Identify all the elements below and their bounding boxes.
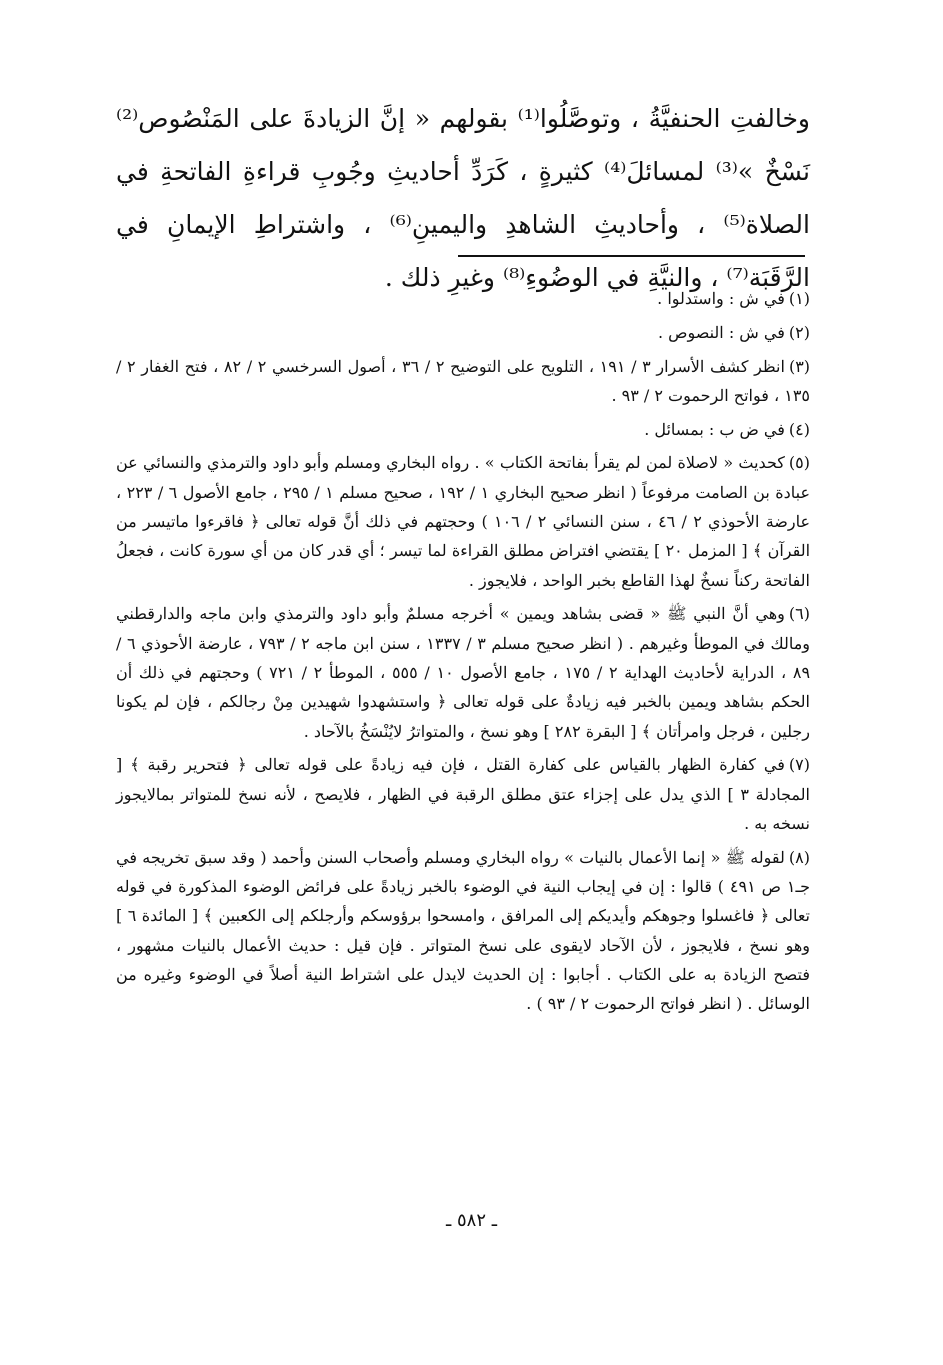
footnote-2 <box>116 318 810 347</box>
footnote-number: (٨) <box>788 847 810 867</box>
footnote-text: في ش : واستدلوا . <box>657 289 785 308</box>
footnote-number: (٦) <box>788 604 810 624</box>
footnote-text: وهي أنَّ النبي ﷺ « قضى بشاهد ويمين » أخرجه مسلمٌ وأبو داود والترمذي وابن ماجه والدارقطني ومالك في الموطأ وغيرهم . ( انظر صحيح مسلم ٣ / ١٣٣٧ ، سنن ابن ماجه ٢ / ٧٩٣ ، عارضة الأحوذي ٦ / ٨٩ ، الدراية لأحاديث الهداية ٢ / ١٧٥ ، جامع الأصول ١٠ / ٥٥٥ ، الموطأ ٢ / ٧٢١ ) وحجتهم في ذلك أن الحكم بشاهد ويمين بالخبر فيه زيادةٌ على قوله تعالى ﴿ واستشهدوا شهيدين مِنْ رجالكم ، فإن لم يكونا رجلين ، فرجل وامرأتان ﴾ [ البقرة ٢٨٢ ] وهو نسخ ، والمتواترُ لايُنْسَخُ بالآحاد . <box>116 604 811 741</box>
footnote-separator <box>458 255 805 257</box>
footnote-number: (٧) <box>788 755 810 775</box>
main-paragraph: وخالفتِ الحنفيَّةُ ، وتوصَّلُوا⁽¹⁾ بقولهم « إنَّ الزيادةَ على المَنْصُوص⁽²⁾ نَسْخٌ »⁽³⁾ لمسائلَ⁽⁴⁾ كثيرةٍ ، كَرَدِّ أحاديثِ وجُوبِ قراءةِ الفاتحةِ في الصلاة⁽⁵⁾ ، وأحاديثِ الشاهدِ واليمينِ⁽⁶⁾ ، واشتراطِ الإيمانِ في الرَّقَبَة⁽⁷⁾ ، والنيَّةِ في الوضُوءِ⁽⁸⁾ وغيرِ ذلك . <box>116 104 811 292</box>
footnote-1 <box>116 284 810 313</box>
main-text <box>116 92 810 304</box>
footnote-text: انظر كشف الأسرار ٣ / ١٩١ ، التلويح على التوضيح ٢ / ٣٦ ، أصول السرخسي ٢ / ٨٢ ، فتح الغفار ٢ / ١٣٥ ، فواتح الرحموت ٢ / ٩٣ . <box>116 356 810 405</box>
footnote-number: (٢) <box>788 322 810 342</box>
footnote-number: (٤) <box>788 419 810 439</box>
footnote-text: كحديث « لاصلاة لمن لم يقرأ بفاتحة الكتاب » . رواه البخاري ومسلم وأبو داود والترمذي والنسائي عن عبادة بن الصامت مرفوعاً ( انظر صحيح البخاري ١ / ١٩٢ ، صحيح مسلم ١ / ٢٩٥ ، جامع الأصول ٦ / ٢٢٣ ، عارضة الأحوذي ٢ / ٤٦ ، سنن النسائي ٢ / ١٠٦ ) وحجتهم في ذلك أنَّ قوله تعالى ﴿ فاقرءوا ماتيسر من القرآن ﴾ [ المزمل ٢٠ ] يقتضي افتراض مطلق القراءة لما تيسر ؛ أي قدر كان من أي سورة كانت ، فجعلُ الفاتحة ركناً نسخٌ لهذا القاطع بخبر الواحد ، فلايجوز . <box>116 453 811 590</box>
footnote-number: (١) <box>788 289 810 308</box>
footnote-text: في ض ب : بمسائل . <box>644 419 785 439</box>
footnote-text: في ش : النصوص . <box>657 322 785 342</box>
footnote-4 <box>116 415 810 444</box>
footnote-5 <box>116 448 810 594</box>
footnotes <box>116 284 810 1023</box>
page-number: ـ ٥٨٢ ـ <box>445 1210 497 1231</box>
footnote-8 <box>116 843 810 1019</box>
footnote-7 <box>116 750 810 838</box>
footnote-text: في كفارة الظهار بالقياس على كفارة القتل ، فإن فيه زيادةً على قوله تعالى ﴿ فتحرير رقبة ﴾ [ المجادلة ٣ ] الذي يدل على إجزاء عتق مطلق الرقبة في الظهار ، فلايصح ، لأنه نسخ للمتواتر بمالايجوز نسخه به . <box>116 755 811 834</box>
footnote-3 <box>116 352 810 411</box>
footnote-6 <box>116 599 810 745</box>
footnote-text: لقوله ﷺ « إنما الأعمال بالنيات » رواه البخاري ومسلم وأصحاب السنن وأحمد ( وقد سبق تخريجه في جـ١ ص ٤٩١ ) قالوا : إن في إيجاب النية في الوضوء بالخبر زيادةً على فرائض الوضوء المذكورة في قوله تعالى ﴿ فاغسلوا وجوهكم وأيديكم إلى المرافق ، وامسحوا برؤوسكم وأرجلكم إلى الكعبين ﴾ [ المائدة ٦ ] وهو نسخ ، فلايجوز ، لأن الآحاد لايقوى على نسخ المتواتر . فإن قيل : حديث الأعمال بالنيات مشهور ، فتصح الزيادة به على الكتاب . أجابوا : إن الحديث لايدل على اشتراط النية أصلاً في الوضوء وغيره من الوسائل . ( انظر فواتح الرحموت ٢ / ٩٣ ) . <box>116 847 811 1014</box>
footnote-number: (٥) <box>788 453 810 473</box>
footnote-number: (٣) <box>788 356 811 376</box>
